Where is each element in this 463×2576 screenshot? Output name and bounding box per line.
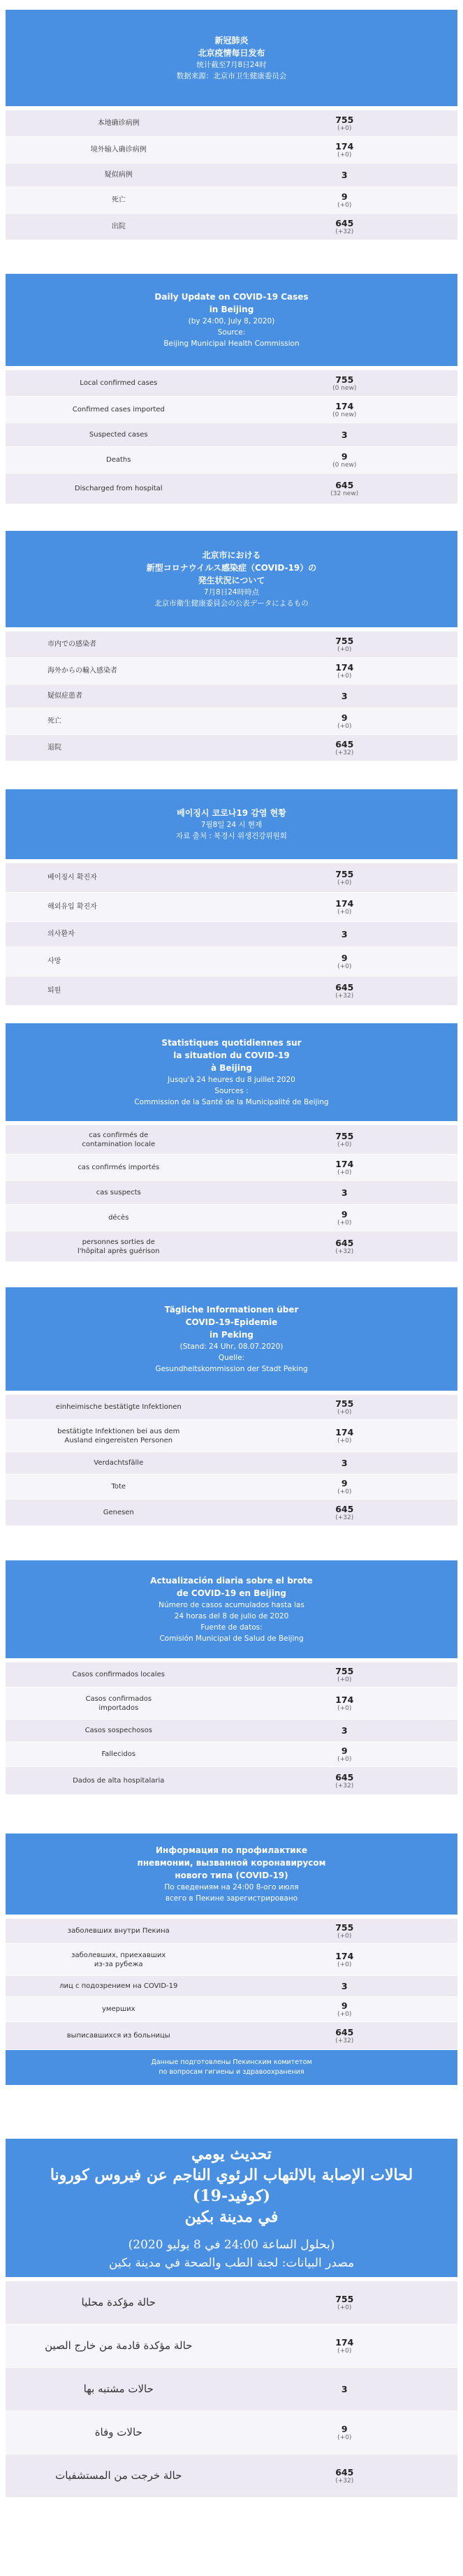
- section-title: Информация по профилактике пневмонии, вызванной коронавирусом нового типа (COVID-19): [137, 1845, 326, 1880]
- row-label: حالات وفاة: [94, 2426, 142, 2438]
- table-row: [6, 1231, 457, 1262]
- table-row: [6, 631, 457, 658]
- section-title: 베이징시 코로나19 감염 현황: [177, 808, 286, 818]
- section-header: [6, 274, 457, 366]
- table-row: [6, 1742, 457, 1767]
- section-ru: [6, 1834, 457, 2085]
- row-label: 疑似病例: [104, 171, 133, 179]
- row-value: 9: [341, 1477, 348, 1488]
- row-value: 3: [341, 2384, 348, 2394]
- row-change: (+0): [337, 2304, 352, 2311]
- section-subtitle: (by 24:00, July 8, 2020) Source: Beijing Municipal Health Commission: [163, 317, 300, 348]
- row-value: 645: [335, 1237, 354, 1248]
- row-change: (+0): [337, 151, 352, 159]
- row-label: 의사환자: [47, 930, 75, 938]
- row-change: (+0): [337, 2347, 352, 2355]
- row-label: заболевших, приехавших из-за рубежа: [71, 1951, 166, 1968]
- row-label: 本地确诊病例: [97, 119, 140, 127]
- row-label: выписавшихся из больницы: [66, 2032, 170, 2040]
- row-change: (+0): [337, 1704, 352, 1712]
- row-label: Suspected cases: [89, 431, 148, 439]
- row-value: 3: [341, 1187, 348, 1198]
- table-row: [6, 893, 457, 922]
- row-label: Local confirmed cases: [80, 379, 158, 387]
- row-label: 해외유입 확진자: [47, 903, 97, 911]
- section-header: [6, 10, 457, 106]
- row-value: 174: [335, 140, 354, 152]
- row-value: 755: [335, 2293, 354, 2304]
- row-change: (+0): [337, 1755, 352, 1763]
- row-label: cas confirmés de contamination locale: [82, 1131, 156, 1148]
- table-row: [6, 1181, 457, 1205]
- row-value: 645: [335, 2026, 354, 2037]
- row-change: (+0): [337, 908, 352, 916]
- table-row: [6, 1500, 457, 1526]
- row-label: Dados de alta hospitalaria: [73, 1777, 165, 1785]
- row-value: 645: [335, 2466, 354, 2478]
- section-header: [6, 1560, 457, 1658]
- table-row: [6, 1205, 457, 1231]
- row-value: 755: [335, 1398, 354, 1409]
- table-row: [6, 1474, 457, 1500]
- table-row: [6, 2411, 457, 2454]
- section-subtitle: 7月8日24時時点 北京市衛生健康委員会の公表データによるもの: [154, 588, 309, 608]
- section-header: [6, 1287, 457, 1391]
- stats-table: [6, 2281, 457, 2498]
- row-change: (+0): [337, 879, 352, 886]
- row-label: bestätigte Infektionen bei aus dem Ausland eingereisten Personen: [57, 1427, 180, 1444]
- row-label: décès: [108, 1214, 129, 1222]
- table-row: [6, 708, 457, 735]
- table-row: [6, 447, 457, 474]
- table-row: [6, 863, 457, 893]
- section-title: تحديث يومي لحالات الإصابة بالالتهاب الرئوي الناجم عن فيروس كورونا (كوفيد-19) في مدينة بكين: [50, 2145, 413, 2226]
- row-value: 174: [335, 400, 354, 411]
- row-change: (0 new): [332, 411, 357, 418]
- row-value: 3: [341, 929, 348, 939]
- row-change: (+32): [335, 749, 354, 756]
- table-row: [6, 1688, 457, 1720]
- table-row: [6, 1976, 457, 1997]
- row-value: 3: [341, 691, 348, 701]
- stats-table: [6, 110, 457, 240]
- table-row: [6, 976, 457, 1006]
- table-row: [6, 1452, 457, 1474]
- stats-table: [6, 631, 457, 761]
- row-value: 3: [341, 1981, 348, 1991]
- row-label: 出院: [111, 223, 126, 230]
- row-label: 베이징시 확진자: [47, 874, 97, 881]
- section-subtitle: По сведениям на 24:00 8-ого июля всего в Пекине зарегистрировано: [164, 1883, 299, 1903]
- row-value: 174: [335, 2336, 354, 2348]
- row-change: (+0): [337, 645, 352, 653]
- row-value: 645: [335, 981, 354, 993]
- section-header: [6, 531, 457, 627]
- row-change: (+0): [337, 1676, 352, 1683]
- row-value: 645: [335, 217, 354, 228]
- row-label: Casos confirmados locales: [72, 1671, 165, 1678]
- table-row: [6, 1125, 457, 1155]
- stats-table: [6, 863, 457, 1006]
- row-label: 退院: [47, 744, 61, 752]
- section-de: [6, 1287, 457, 1526]
- table-row: [6, 163, 457, 187]
- row-change: (+0): [337, 1408, 352, 1416]
- row-label: Genesen: [103, 1509, 134, 1516]
- row-value: 174: [335, 898, 354, 909]
- row-value: 755: [335, 868, 354, 879]
- row-label: cas confirmés importés: [78, 1164, 160, 1171]
- table-row: [6, 947, 457, 976]
- section-title: Statistiques quotidiennes sur la situation du COVID-19 à Beijing: [161, 1038, 302, 1073]
- table-row: [6, 685, 457, 708]
- row-label: cas suspects: [96, 1189, 141, 1196]
- section-footer: Данные подготовлены Пекинским комитетом по вопросам гигиены и здравоохранения: [6, 2050, 457, 2085]
- section-header: [6, 1023, 457, 1121]
- row-change: (+32): [335, 2037, 354, 2044]
- section-ko: [6, 789, 457, 1006]
- row-change: (+32): [335, 2477, 354, 2484]
- row-label: Tote: [111, 1483, 126, 1491]
- row-value: 645: [335, 1771, 354, 1783]
- section-subtitle: (بحلول الساعة 24:00 في 8 يوليو 2020) مصدر البيانات: لجنة الطب والصحة في مدينة بكين: [108, 2238, 355, 2270]
- section-title: Tägliche Informationen über COVID-19-Epidemie in Peking: [164, 1305, 299, 1340]
- row-value: 755: [335, 114, 354, 125]
- section-subtitle: 统计截至7月8日24时 数据来源：北京市卫生健康委员会: [176, 61, 287, 80]
- row-label: 海外からの輸入感染者: [47, 667, 117, 675]
- row-value: 9: [341, 451, 348, 462]
- table-row: [6, 2325, 457, 2368]
- stats-table: [6, 370, 457, 504]
- table-row: [6, 735, 457, 761]
- table-row: [6, 137, 457, 163]
- row-value: 755: [335, 374, 354, 385]
- row-label: 퇴원: [47, 987, 61, 995]
- table-row: [6, 2281, 457, 2325]
- row-value: 755: [335, 635, 354, 646]
- stats-table: [6, 1395, 457, 1526]
- section-title: 新冠肺炎 北京疫情每日发布: [198, 36, 265, 58]
- section-ar: [6, 2139, 457, 2498]
- row-change: (+0): [337, 2010, 352, 2018]
- table-row: [6, 1720, 457, 1742]
- row-change: (+0): [337, 963, 352, 970]
- section-header: [6, 2139, 457, 2277]
- table-row: [6, 1420, 457, 1452]
- row-label: умерших: [101, 2005, 135, 2013]
- table-row: [6, 187, 457, 214]
- row-change: (+0): [337, 1488, 352, 1495]
- row-label: حالات مشتبه بها: [83, 2383, 154, 2395]
- row-label: 境外输入确诊病例: [90, 146, 147, 154]
- table-row: [6, 658, 457, 685]
- row-value: 174: [335, 1950, 354, 1961]
- row-label: 市内での感染者: [47, 641, 96, 648]
- row-change: (+32): [335, 1247, 354, 1255]
- row-change: (+32): [335, 1782, 354, 1790]
- row-change: (0 new): [332, 384, 357, 392]
- section-title: Daily Update on COVID-19 Cases in Beijing: [154, 292, 309, 314]
- row-change: (32 new): [330, 490, 359, 497]
- table-row: [6, 474, 457, 504]
- section-en: [6, 274, 457, 504]
- table-row: [6, 2022, 457, 2050]
- row-value: 755: [335, 1665, 354, 1676]
- row-change: (+0): [337, 1437, 352, 1444]
- row-label: Deaths: [106, 456, 131, 464]
- row-value: 755: [335, 1922, 354, 1933]
- row-value: 3: [341, 170, 348, 180]
- row-value: 755: [335, 1130, 354, 1141]
- table-row: [6, 1944, 457, 1976]
- section-zh: [6, 10, 457, 240]
- row-label: einheimische bestätigte Infektionen: [55, 1403, 182, 1411]
- row-value: 174: [335, 1694, 354, 1705]
- section-es: [6, 1560, 457, 1795]
- row-label: 死亡: [47, 717, 61, 725]
- row-label: حالة مؤكدة محليا: [81, 2296, 156, 2308]
- row-value: 9: [341, 2000, 348, 2011]
- row-label: Verdachtsfälle: [94, 1459, 144, 1467]
- section-header: [6, 1834, 457, 1915]
- row-value: 645: [335, 479, 354, 490]
- section-title: Actualización diaria sobre el brote de COVID-19 en Beijing: [150, 1576, 313, 1598]
- row-value: 3: [341, 1458, 348, 1468]
- row-label: حالة خرجت من المستشفيات: [55, 2469, 182, 2482]
- table-row: [6, 1919, 457, 1944]
- table-row: [6, 1395, 457, 1420]
- table-row: [6, 397, 457, 423]
- row-label: Casos sospechosos: [84, 1727, 152, 1734]
- row-change: (+0): [337, 1961, 352, 1968]
- stats-table: [6, 1919, 457, 2050]
- section-subtitle: 7월8일 24 시 현재 자료 출처 : 북경시 위생건강위원회: [176, 821, 287, 840]
- table-row: [6, 1662, 457, 1688]
- row-value: 3: [341, 430, 348, 440]
- row-change: (+0): [337, 124, 352, 132]
- row-label: Confirmed cases imported: [72, 406, 165, 414]
- row-change: (+0): [337, 1169, 352, 1176]
- table-row: [6, 1767, 457, 1795]
- row-change: (+0): [337, 2434, 352, 2441]
- row-change: (+32): [335, 992, 354, 1000]
- row-change: (+32): [335, 228, 354, 235]
- row-value: 3: [341, 1725, 348, 1736]
- section-subtitle: Jusqu'à 24 heures du 8 juillet 2020 Sources : Commission de la Santé de la Municipalité de Beijing: [134, 1076, 329, 1106]
- table-row: [6, 370, 457, 397]
- row-change: (+32): [335, 1514, 354, 1521]
- row-value: 174: [335, 661, 354, 673]
- table-row: [6, 1155, 457, 1181]
- table-row: [6, 214, 457, 240]
- row-value: 645: [335, 738, 354, 749]
- row-value: 174: [335, 1426, 354, 1437]
- row-value: 9: [341, 712, 348, 723]
- row-value: 9: [341, 952, 348, 963]
- section-header: [6, 789, 457, 859]
- table-row: [6, 922, 457, 947]
- row-label: personnes sorties de l'hôpital après guérison: [78, 1238, 160, 1255]
- row-change: (+0): [337, 1141, 352, 1148]
- row-label: лиц с подозрением на COVID-19: [59, 1982, 178, 1990]
- row-value: 174: [335, 1158, 354, 1169]
- section-ja: [6, 531, 457, 761]
- section-title: 北京市における 新型コロナウイルス感染症（COVID-19）の 発生状況について: [146, 550, 317, 585]
- table-row: [6, 110, 457, 137]
- row-label: Discharged from hospital: [74, 485, 163, 492]
- row-change: (+0): [337, 722, 352, 730]
- table-row: [6, 2454, 457, 2498]
- row-label: 死亡: [111, 196, 126, 204]
- row-value: 9: [341, 1208, 348, 1220]
- section-subtitle: Número de casos acumulados hasta las 24 horas del 8 de julio de 2020 Fuente de datos: Comisión Municipal de Salud de Beijing: [159, 1601, 304, 1643]
- stats-table: [6, 1125, 457, 1262]
- table-row: [6, 2368, 457, 2411]
- row-label: 사망: [47, 958, 61, 965]
- stats-table: [6, 1662, 457, 1795]
- table-row: [6, 1997, 457, 2022]
- row-label: حالة مؤكدة قادمة من خارج الصين: [45, 2339, 193, 2352]
- row-change: (+0): [337, 672, 352, 680]
- row-value: 9: [341, 1745, 348, 1756]
- row-label: 疑似症患者: [47, 692, 82, 700]
- row-value: 9: [341, 2423, 348, 2434]
- row-change: (0 new): [332, 461, 357, 469]
- row-value: 9: [341, 191, 348, 202]
- row-label: Casos confirmados importados: [85, 1695, 152, 1712]
- section-fr: [6, 1023, 457, 1262]
- row-change: (+0): [337, 1219, 352, 1227]
- row-change: (+0): [337, 201, 352, 209]
- section-subtitle: (Stand: 24 Uhr, 08.07.2020) Quelle: Gesundheitskommission der Stadt Peking: [155, 1342, 308, 1373]
- row-change: (+0): [337, 1932, 352, 1940]
- row-label: Fallecidos: [101, 1750, 136, 1758]
- table-row: [6, 423, 457, 447]
- row-label: заболевших внутри Пекина: [67, 1927, 170, 1935]
- row-value: 645: [335, 1503, 354, 1514]
